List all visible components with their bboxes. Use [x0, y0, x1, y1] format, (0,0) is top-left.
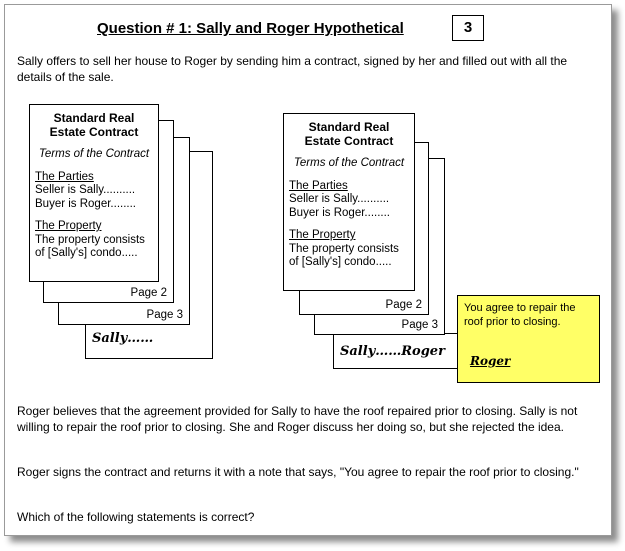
- contract-buyer: Buyer is Roger........: [289, 206, 390, 219]
- roger-sticky-note: [457, 295, 600, 383]
- contract-heading-2: Estate Contract: [49, 125, 139, 139]
- contract-property-2: of [Sally's] condo.....: [35, 247, 138, 259]
- left-sally-signature: Sally……: [92, 331, 154, 346]
- right-sally-roger-signature: Sally……Roger: [340, 344, 445, 359]
- contract-heading-1: Standard Real: [53, 111, 135, 125]
- paragraph-signs: Roger signs the contract and returns it with a note that says, "You agree to repair the roof prior to closing.": [17, 465, 579, 479]
- contract-seller: Seller is Sally..........: [35, 184, 136, 196]
- right-signature-sheet: [333, 333, 461, 369]
- slide-title: Question # 1: Sally and Roger Hypothetical: [97, 20, 404, 37]
- contract-property-1: The property consists: [289, 242, 399, 255]
- contract-seller: Seller is Sally..........: [289, 193, 390, 205]
- intro-paragraph: Sally offers to sell her house to Roger by sending him a contract, signed by her and filled out with all the details of the sale.: [17, 54, 568, 84]
- right-contract-front: [283, 113, 415, 291]
- contract-terms: Terms of the Contract: [38, 148, 150, 160]
- right-page3-label: Page 3: [401, 319, 438, 331]
- note-text: You agree to repair the roof prior to closing.: [464, 302, 576, 328]
- contract-property-2: of [Sally's] condo.....: [289, 256, 392, 268]
- contract-parties-head: The Parties: [289, 179, 348, 192]
- contract-terms: Terms of the Contract: [293, 157, 405, 169]
- contract-property-head: The Property: [289, 229, 356, 241]
- left-page3-label: Page 3: [146, 309, 183, 321]
- contract-property-head: The Property: [35, 220, 102, 232]
- paragraph-belief: Roger believes that the agreement provided for Sally to have the roof repaired prior to closing. Sally is not willing to repair the roof prior to closing. She and Roger discuss her doing so, but she rejected the idea.: [17, 404, 578, 434]
- contract-heading-1: Standard Real: [308, 120, 390, 134]
- slide-frame: [4, 4, 612, 536]
- note-roger-signature: Roger: [470, 354, 511, 368]
- contract-heading-2: Estate Contract: [304, 134, 394, 148]
- contract-property-1: The property consists: [35, 233, 145, 246]
- contract-buyer: Buyer is Roger........: [35, 197, 136, 210]
- question-text: Which of the following statements is correct?: [17, 510, 255, 524]
- left-contract-front: [29, 104, 159, 282]
- contract-parties-head: The Parties: [35, 170, 94, 183]
- left-page2-label: Page 2: [130, 287, 167, 299]
- page-number-box: 3: [452, 15, 484, 41]
- right-page2-label: Page 2: [385, 299, 422, 311]
